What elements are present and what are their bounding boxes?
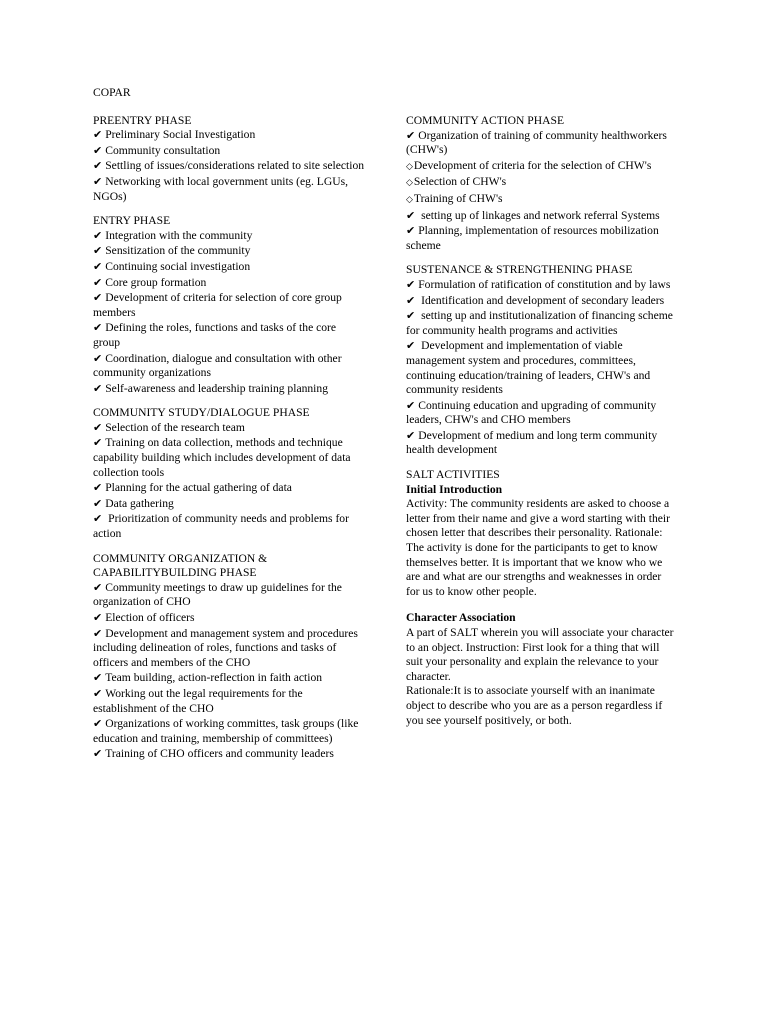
section-title: COMMUNITY ACTION PHASE xyxy=(406,114,565,127)
checkmark-icon: ✔ xyxy=(406,293,416,307)
checkmark-icon: ✔ xyxy=(93,321,103,335)
list-item-text: Training on data collection, methods and technique capability building which includes development of data collection tools xyxy=(93,436,351,479)
sustenance-section xyxy=(406,263,674,458)
list-item xyxy=(93,421,365,436)
list-item-text: Election of officers xyxy=(105,611,195,624)
list-item xyxy=(93,382,365,397)
list-item xyxy=(93,512,365,541)
sustenance-list xyxy=(406,278,674,458)
list-item xyxy=(406,294,674,309)
list-item xyxy=(93,481,365,496)
list-item-text: Working out the legal requirements for the establishment of the CHO xyxy=(93,686,303,715)
salt-section xyxy=(406,468,674,728)
list-item-text: Coordination, dialogue and consultation with other community organizations xyxy=(93,351,342,380)
checkmark-icon: ✔ xyxy=(93,686,103,700)
list-item xyxy=(93,260,365,275)
initial-introduction-title: Initial Introduction xyxy=(406,482,503,496)
checkmark-icon: ✔ xyxy=(93,351,103,365)
list-item-text: Development of medium and long term community health development xyxy=(406,428,658,457)
list-item-text: Formulation of ratification of constitution and by laws xyxy=(418,277,671,291)
character-association-text: A part of SALT wherein you will associate your character to an object. Instruction: First look for a thing that will suit your personality and explain the relevance to your character. xyxy=(406,626,674,683)
list-item xyxy=(93,687,365,716)
list-item xyxy=(93,244,365,259)
section-title: COMMUNITY ORGANIZATION & CAPABILITYBUILDING PHASE xyxy=(93,551,268,580)
community-action-section xyxy=(406,114,674,253)
section-title: PREENTRY PHASE xyxy=(93,113,192,127)
list-item-text: setting up and institutionalization of financing scheme for community health programs and activities xyxy=(406,309,673,337)
list-item-text: Settling of issues/considerations related to site selection xyxy=(105,159,365,173)
checkmark-icon: ✔ xyxy=(93,496,103,510)
left-column xyxy=(93,86,365,772)
phase-section xyxy=(93,406,365,541)
list-item-text: Team building, action-reflection in faith action xyxy=(105,671,323,685)
list-item xyxy=(93,159,365,174)
phase-item-list xyxy=(93,421,365,542)
right-column xyxy=(406,114,674,738)
checkmark-icon: ✔ xyxy=(93,244,103,258)
checkmark-icon: ✔ xyxy=(93,174,103,188)
list-item-text: Community meetings to draw up guidelines for the organization of CHO xyxy=(93,580,342,609)
diamond-bullet-icon: ◇ xyxy=(406,161,413,172)
checkmark-icon: ✔ xyxy=(406,277,416,291)
checkmark-icon: ✔ xyxy=(406,339,416,353)
community-action-list xyxy=(406,129,674,254)
list-item-text: Core group formation xyxy=(105,275,207,289)
list-item-text: Organization of training of community healthworkers (CHW's) xyxy=(406,128,667,157)
phase-section xyxy=(93,114,365,205)
checkmark-icon: ✔ xyxy=(93,143,103,157)
list-item xyxy=(93,276,365,291)
character-association-rationale: Rationale:It is to associate yourself with an inanimate object to describe who you are as a person regardless if you see yourself positively, or both. xyxy=(406,684,663,727)
checkmark-icon: ✔ xyxy=(93,671,103,685)
list-item-text: Development of criteria for the selection of CHW's xyxy=(413,158,652,172)
section-title: SALT ACTIVITIES xyxy=(406,468,500,482)
checkmark-icon: ✔ xyxy=(93,291,103,305)
list-item xyxy=(93,291,365,320)
list-item xyxy=(93,611,365,626)
list-item xyxy=(93,321,365,350)
section-title: COMMUNITY STUDY/DIALOGUE PHASE xyxy=(93,406,310,420)
checkmark-icon: ✔ xyxy=(93,420,103,434)
list-item-text: Self-awareness and leadership training planning xyxy=(105,381,329,395)
spacer xyxy=(406,599,674,611)
list-item xyxy=(406,159,674,175)
list-item-text: Development and implementation of viable management system and procedures, committees, continuing education/training of leaders, CHW's and community residents xyxy=(406,339,651,397)
list-item-text: Organizations of working committes, task groups (like education and training, membership of committees) xyxy=(93,717,359,745)
list-item-text: Identification and development of secondary leaders xyxy=(418,293,665,307)
list-item xyxy=(406,278,674,293)
list-item xyxy=(93,128,365,143)
checkmark-icon: ✔ xyxy=(406,309,416,323)
checkmark-icon: ✔ xyxy=(93,381,103,395)
list-item xyxy=(93,352,365,381)
list-item xyxy=(406,429,674,458)
list-item-text: Community consultation xyxy=(105,143,221,157)
phase-section xyxy=(93,214,365,396)
list-item xyxy=(406,224,674,253)
document-title: COPAR xyxy=(93,86,131,99)
list-item-text: Continuing social investigation xyxy=(105,259,251,273)
list-item xyxy=(93,627,365,671)
section-title: SUSTENANCE & STRENGTHENING PHASE xyxy=(406,263,633,277)
list-item-text: Integration with the community xyxy=(105,228,253,242)
diamond-bullet-icon: ◇ xyxy=(406,178,413,189)
phase-item-list xyxy=(93,128,365,204)
list-item-text: Sensitization of the community xyxy=(105,244,251,258)
phase-item-list xyxy=(93,229,365,397)
list-item xyxy=(93,717,365,746)
list-item-text: setting up of linkages and network referral Systems xyxy=(418,208,660,222)
list-item xyxy=(406,399,674,428)
checkmark-icon: ✔ xyxy=(406,398,416,412)
list-item xyxy=(406,175,674,191)
checkmark-icon: ✔ xyxy=(406,128,416,142)
checkmark-icon: ✔ xyxy=(93,611,103,624)
checkmark-icon: ✔ xyxy=(93,747,103,761)
list-item xyxy=(93,671,365,686)
character-association-title: Character Association xyxy=(406,611,516,625)
list-item-text: Training of CHW's xyxy=(413,191,503,205)
checkmark-icon: ✔ xyxy=(93,259,103,273)
list-item-text: Development of criteria for selection of core group members xyxy=(93,291,342,319)
list-item xyxy=(93,497,365,512)
checkmark-icon: ✔ xyxy=(93,228,103,242)
checkmark-icon: ✔ xyxy=(93,512,103,526)
initial-introduction-text: Activity: The community residents are asked to choose a letter from their name and give a word starting with their chosen letter that describes their personality. Rationale: The activity is done for the participants to get to know themselves better. It is important that we know who we are and what are our strengths and weaknesses in order for us to know other people. xyxy=(406,497,670,598)
phase-item-list xyxy=(93,581,365,762)
left-sections xyxy=(93,114,365,762)
checkmark-icon: ✔ xyxy=(93,717,103,731)
checkmark-icon: ✔ xyxy=(93,626,103,640)
list-item-text: Networking with local government units (eg. LGUs, NGOs) xyxy=(93,174,348,203)
checkmark-icon: ✔ xyxy=(93,275,103,289)
list-item xyxy=(93,229,365,244)
checkmark-icon: ✔ xyxy=(93,159,103,173)
list-item xyxy=(406,129,674,158)
checkmark-icon: ✔ xyxy=(93,481,103,495)
checkmark-icon: ✔ xyxy=(93,580,103,594)
checkmark-icon: ✔ xyxy=(406,428,416,442)
list-item-text: Selection of the research team xyxy=(105,420,245,434)
list-item-text: Planning, implementation of resources mobilization scheme xyxy=(406,224,659,252)
list-item-text: Selection of CHW's xyxy=(413,175,507,189)
checkmark-icon: ✔ xyxy=(406,208,416,222)
list-item xyxy=(93,175,365,204)
list-item xyxy=(93,747,365,762)
list-item-text: Continuing education and upgrading of community leaders, CHW's and CHO members xyxy=(406,398,657,427)
list-item xyxy=(406,309,674,338)
list-item-text: Preliminary Social Investigation xyxy=(105,128,256,142)
list-item-text: Prioritization of community needs and problems for action xyxy=(93,512,349,541)
list-item xyxy=(406,209,674,224)
checkmark-icon: ✔ xyxy=(93,128,103,142)
list-item-text: Training of CHO officers and community leaders xyxy=(105,747,334,761)
checkmark-icon: ✔ xyxy=(406,224,416,238)
list-item xyxy=(406,339,674,397)
list-item xyxy=(93,581,365,610)
list-item xyxy=(93,436,365,480)
list-item xyxy=(93,144,365,159)
checkmark-icon: ✔ xyxy=(93,436,103,450)
section-title: ENTRY PHASE xyxy=(93,214,171,228)
diamond-bullet-icon: ◇ xyxy=(406,194,413,205)
list-item-text: Data gathering xyxy=(105,496,174,510)
list-item-text: Development and management system and procedures including delineation of roles, functions and tasks of officers and members of the CHO xyxy=(93,626,358,669)
list-item-text: Defining the roles, functions and tasks of the core group xyxy=(93,321,337,349)
phase-section xyxy=(93,552,365,762)
list-item xyxy=(406,192,674,208)
list-item-text: Planning for the actual gathering of data xyxy=(105,481,292,495)
